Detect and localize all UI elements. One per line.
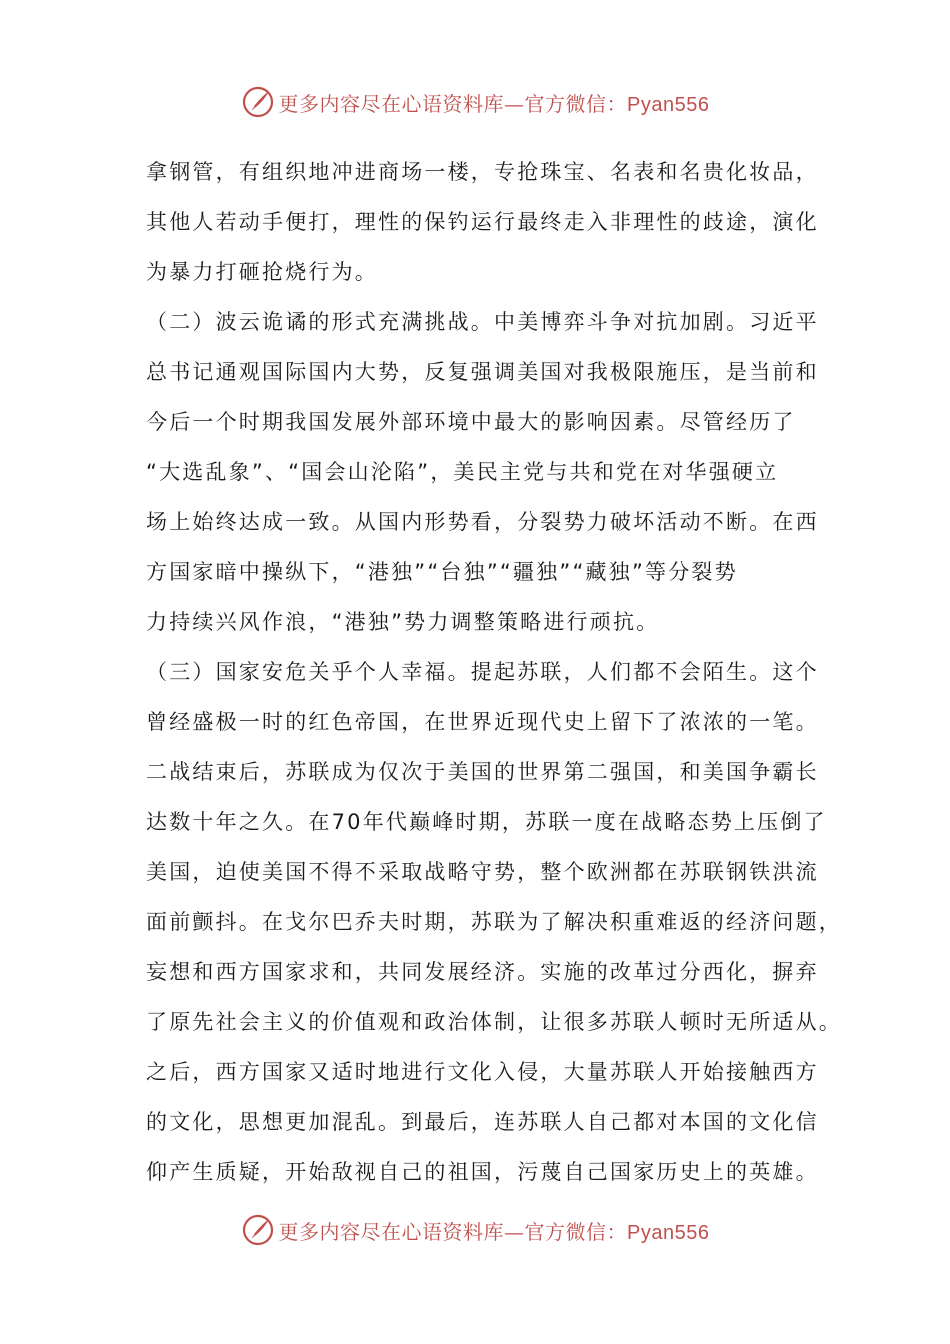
document-body <box>146 152 842 1202</box>
text-line: 曾经盛极一时的红色帝国，在世界近现代史上留下了浓浓的一笔。 <box>146 710 819 734</box>
quill-pen-icon <box>241 85 275 119</box>
text-line: 为暴力打砸抢烧行为。 <box>146 260 378 284</box>
text-line: 拿钢管，有组织地冲进商场一楼，专抢珠宝、名表和名贵化妆品， <box>146 160 819 184</box>
text-line: 美国，迫使美国不得不采取战略守势，整个欧洲都在苏联钢铁洪流 <box>146 860 819 884</box>
section-heading-line: （三）国家安危关乎个人幸福。提起苏联，人们都不会陌生。这个 <box>146 660 819 684</box>
text-line: 其他人若动手便打，理性的保钓运行最终走入非理性的歧途，演化 <box>146 210 819 234</box>
text-line: 面前颤抖。在戈尔巴乔夫时期，苏联为了解决积重难返的经济问题， <box>146 910 842 934</box>
text-line: 达数十年之久。在70年代巅峰时期，苏联一度在战略态势上压倒了 <box>146 810 827 834</box>
text-line: 二战结束后，苏联成为仅次于美国的世界第二强国，和美国争霸长 <box>146 760 819 784</box>
text-line: 今后一个时期我国发展外部环境中最大的影响因素。尽管经历了 <box>146 410 796 434</box>
footer-watermark <box>0 1210 950 1250</box>
watermark-text: 更多内容尽在心语资料库—官方微信：Pyan556 <box>278 91 710 116</box>
quill-pen-icon <box>241 1213 275 1247</box>
text-line: 妄想和西方国家求和，共同发展经济。实施的改革过分西化，摒弃 <box>146 960 819 984</box>
text-line: 力持续兴风作浪，“港独”势力调整策略进行顽抗。 <box>146 610 660 634</box>
header-watermark <box>0 82 950 122</box>
text-line: 仰产生质疑，开始敌视自己的祖国，污蔑自己国家历史上的英雄。 <box>146 1160 819 1184</box>
text-line: 了原先社会主义的价值观和政治体制，让很多苏联人顿时无所适从。 <box>146 1010 842 1034</box>
text-line: 的文化，思想更加混乱。到最后，连苏联人自己都对本国的文化信 <box>146 1110 819 1134</box>
text-line: “大选乱象”、“国会山沦陷”，美民主党与共和党在对华强硬立 <box>146 460 779 484</box>
watermark-text: 更多内容尽在心语资料库—官方微信：Pyan556 <box>278 1219 710 1244</box>
text-line: 之后，西方国家又适时地进行文化入侵，大量苏联人开始接触西方 <box>146 1060 819 1084</box>
text-line: 方国家暗中操纵下，“港独”“台独”“疆独”“藏独”等分裂势 <box>146 560 738 584</box>
section-heading-line: （二）波云诡谲的形式充满挑战。中美博弈斗争对抗加剧。习近平 <box>146 310 819 334</box>
text-line: 场上始终达成一致。从国内形势看，分裂势力破坏活动不断。在西 <box>146 510 819 534</box>
text-line: 总书记通观国际国内大势，反复强调美国对我极限施压，是当前和 <box>146 360 819 384</box>
